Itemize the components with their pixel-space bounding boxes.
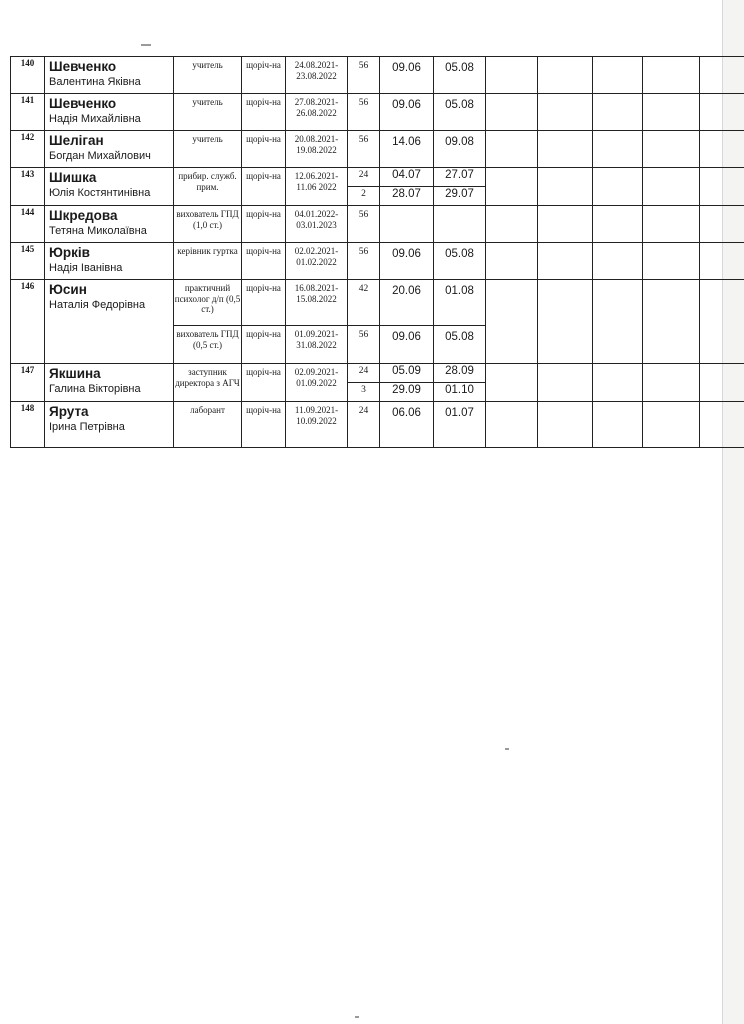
leave-end: 27.07 [434, 168, 486, 187]
empty-cell [486, 243, 538, 280]
work-period: 04.01.2022-03.01.2023 [286, 206, 348, 243]
empty-cell [593, 168, 643, 206]
work-period: 12.06.2021-11.06 2022 [286, 168, 348, 206]
leave-days: 24 [348, 364, 380, 383]
row-number: 146 [11, 280, 45, 364]
position: учитель [174, 131, 242, 168]
surname: Юсин [49, 282, 87, 297]
table-row [11, 57, 744, 94]
table-row [11, 168, 744, 187]
empty-cell [538, 168, 593, 206]
leave-start: 04.07 [380, 168, 434, 187]
surname: Ярута [49, 404, 89, 419]
surname: Шеліган [49, 133, 104, 148]
row-number: 148 [11, 402, 45, 448]
leave-days: 2 [348, 187, 380, 206]
empty-cell [643, 402, 700, 448]
empty-cell [643, 280, 700, 364]
leave-days: 24 [348, 168, 380, 187]
employee-name [45, 364, 174, 402]
leave-days: 56 [348, 326, 380, 364]
position: учитель [174, 57, 242, 94]
empty-cell [700, 94, 744, 131]
surname: Якшина [49, 366, 101, 381]
empty-cell [538, 94, 593, 131]
position: керівник гуртка [174, 243, 242, 280]
empty-cell [593, 131, 643, 168]
leave-days: 56 [348, 57, 380, 94]
empty-cell [486, 364, 538, 402]
leave-type: щоріч-на [242, 206, 286, 243]
empty-cell [700, 402, 744, 448]
empty-cell [593, 364, 643, 402]
leave-days: 56 [348, 206, 380, 243]
surname: Шевченко [49, 96, 117, 111]
work-period: 02.02.2021-01.02.2022 [286, 243, 348, 280]
leave-start: 05.09 [380, 364, 434, 383]
empty-cell [486, 94, 538, 131]
leave-type: щоріч-на [242, 94, 286, 131]
leave-start: 09.06 [380, 57, 434, 94]
empty-cell [700, 168, 744, 206]
given-names: Юлія Костянтинівна [49, 187, 151, 199]
position: учитель [174, 94, 242, 131]
empty-cell [643, 168, 700, 206]
row-number: 140 [11, 57, 45, 94]
empty-cell [486, 206, 538, 243]
empty-cell [538, 280, 593, 364]
work-period: 24.08.2021-23.08.2022 [286, 57, 348, 94]
empty-cell [538, 57, 593, 94]
leave-days: 56 [348, 94, 380, 131]
position: лаборант [174, 402, 242, 448]
surname: Шкредова [49, 208, 118, 223]
empty-cell [486, 168, 538, 206]
leave-end: 05.08 [434, 57, 486, 94]
empty-cell [486, 131, 538, 168]
leave-end: 28.09 [434, 364, 486, 383]
leave-start [380, 206, 434, 243]
position: вихователь ГПД (1,0 ст.) [174, 206, 242, 243]
row-number: 143 [11, 168, 45, 206]
empty-cell [700, 206, 744, 243]
vacation-schedule-table [10, 56, 744, 448]
table-row [11, 402, 744, 448]
empty-cell [593, 94, 643, 131]
row-number: 145 [11, 243, 45, 280]
empty-cell [700, 243, 744, 280]
table-row [11, 206, 744, 243]
work-period: 11.09.2021-10.09.2022 [286, 402, 348, 448]
leave-end: 05.08 [434, 94, 486, 131]
employee-name [45, 206, 174, 243]
empty-cell [486, 280, 538, 364]
leave-start: 28.07 [380, 187, 434, 206]
leave-end: 01.08 [434, 280, 486, 326]
employee-name [45, 131, 174, 168]
leave-end: 29.07 [434, 187, 486, 206]
leave-end [434, 206, 486, 243]
empty-cell [700, 131, 744, 168]
table-row [11, 280, 744, 326]
empty-cell [593, 243, 643, 280]
leave-days: 24 [348, 402, 380, 448]
leave-end: 01.07 [434, 402, 486, 448]
given-names: Надія Михайлівна [49, 113, 141, 125]
empty-cell [486, 402, 538, 448]
leave-end: 01.10 [434, 383, 486, 402]
position: вихователь ГПД (0,5 ст.) [174, 326, 242, 364]
empty-cell [593, 206, 643, 243]
row-number: 141 [11, 94, 45, 131]
empty-cell [538, 206, 593, 243]
row-number: 142 [11, 131, 45, 168]
given-names: Богдан Михайлович [49, 150, 151, 162]
employee-name [45, 57, 174, 94]
scan-speck [141, 44, 151, 46]
table-row [11, 131, 744, 168]
leave-end: 05.08 [434, 326, 486, 364]
table-row [11, 94, 744, 131]
given-names: Тетяна Миколаївна [49, 225, 147, 237]
surname: Шевченко [49, 59, 117, 74]
leave-days: 56 [348, 243, 380, 280]
empty-cell [700, 57, 744, 94]
empty-cell [538, 364, 593, 402]
empty-cell [538, 243, 593, 280]
given-names: Галина Вікторівна [49, 383, 141, 395]
table-row [11, 243, 744, 280]
leave-start: 14.06 [380, 131, 434, 168]
position: практичний психолог д/п (0,5 ст.) [174, 280, 242, 326]
surname: Шишка [49, 170, 97, 185]
work-period: 02.09.2021-01.09.2022 [286, 364, 348, 402]
row-number: 147 [11, 364, 45, 402]
empty-cell [643, 94, 700, 131]
employee-name [45, 168, 174, 206]
employee-name [45, 243, 174, 280]
leave-start: 09.06 [380, 94, 434, 131]
employee-name [45, 280, 174, 364]
work-period: 16.08.2021-15.08.2022 [286, 280, 348, 326]
empty-cell [593, 402, 643, 448]
empty-cell [643, 131, 700, 168]
empty-cell [643, 206, 700, 243]
leave-type: щоріч-на [242, 57, 286, 94]
leave-type: щоріч-на [242, 243, 286, 280]
scan-speck [355, 1016, 359, 1018]
position: заступник директора з АГЧ [174, 364, 242, 402]
empty-cell [643, 364, 700, 402]
empty-cell [700, 280, 744, 364]
leave-days: 3 [348, 383, 380, 402]
empty-cell [538, 131, 593, 168]
empty-cell [643, 243, 700, 280]
empty-cell [593, 57, 643, 94]
leave-type: щоріч-на [242, 364, 286, 402]
leave-days: 56 [348, 131, 380, 168]
leave-type: щоріч-на [242, 280, 286, 326]
given-names: Ірина Петрівна [49, 421, 125, 433]
leave-days: 42 [348, 280, 380, 326]
leave-start: 20.06 [380, 280, 434, 326]
table-row [11, 364, 744, 383]
leave-start: 09.06 [380, 243, 434, 280]
leave-end: 09.08 [434, 131, 486, 168]
surname: Юрків [49, 245, 90, 260]
empty-cell [538, 402, 593, 448]
work-period: 20.08.2021-19.08.2022 [286, 131, 348, 168]
leave-start: 29.09 [380, 383, 434, 402]
given-names: Наталія Федорівна [49, 299, 146, 311]
leave-type: щоріч-на [242, 168, 286, 206]
work-period: 27.08.2021-26.08.2022 [286, 94, 348, 131]
given-names: Валентина Яківна [49, 76, 141, 88]
leave-type: щоріч-на [242, 326, 286, 364]
leave-type: щоріч-на [242, 402, 286, 448]
empty-cell [700, 364, 744, 402]
leave-start: 06.06 [380, 402, 434, 448]
empty-cell [643, 57, 700, 94]
employee-name [45, 94, 174, 131]
leave-end: 05.08 [434, 243, 486, 280]
leave-type: щоріч-на [242, 131, 286, 168]
empty-cell [593, 280, 643, 364]
leave-start: 09.06 [380, 326, 434, 364]
employee-name [45, 402, 174, 448]
row-number: 144 [11, 206, 45, 243]
work-period: 01.09.2021-31.08.2022 [286, 326, 348, 364]
position: прибир. служб. прим. [174, 168, 242, 206]
empty-cell [486, 57, 538, 94]
scan-speck [505, 748, 509, 750]
given-names: Надія Іванівна [49, 262, 123, 274]
